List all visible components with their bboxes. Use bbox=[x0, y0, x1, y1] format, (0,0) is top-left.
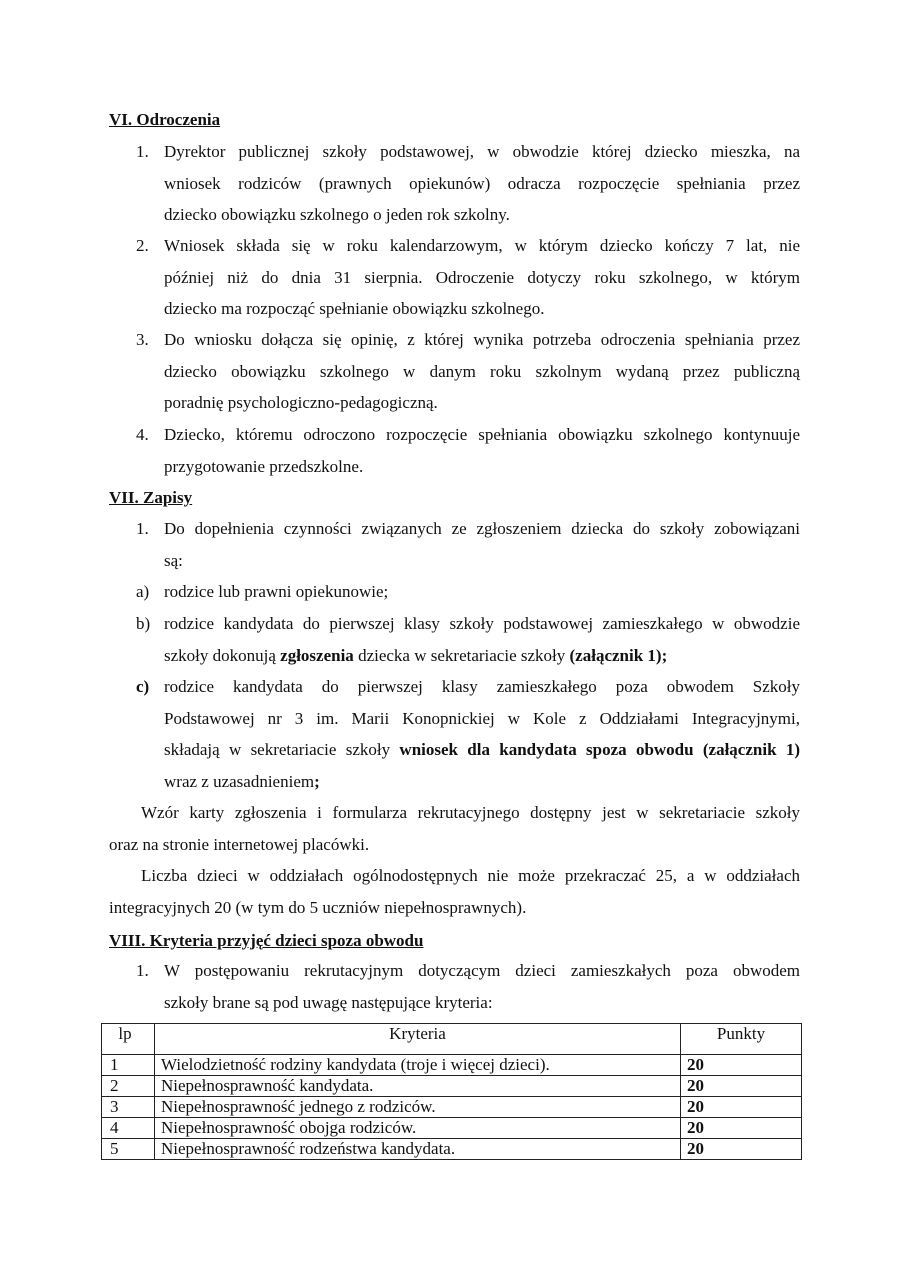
row-number: 5 bbox=[102, 1139, 155, 1160]
row-number: 2 bbox=[102, 1076, 155, 1097]
bold-text: zgłoszenia bbox=[280, 645, 354, 665]
column-header-punkty: Punkty bbox=[681, 1024, 802, 1055]
list-text-line: wraz z uzasadnieniem; bbox=[164, 771, 320, 791]
row-points: 20 bbox=[681, 1055, 802, 1076]
row-number: 4 bbox=[102, 1118, 155, 1139]
list-item bbox=[136, 230, 800, 325]
row-points: 20 bbox=[681, 1097, 802, 1118]
row-criterion: Wielodzietność rodziny kandydata (troje i więcej dzieci). bbox=[155, 1055, 681, 1076]
row-criterion: Niepełnosprawność rodzeństwa kandydata. bbox=[155, 1139, 681, 1160]
paragraph-line: Liczba dzieci w oddziałach ogólnodostępnych nie może przekraczać 25, a w oddziałach bbox=[141, 866, 800, 885]
list-text-line: dziecko obowiązku szkolnego o jeden rok szkolny. bbox=[164, 205, 510, 224]
list-item bbox=[136, 136, 800, 231]
row-points: 20 bbox=[681, 1118, 802, 1139]
list-text-line: poradnię psychologiczno-pedagogiczną. bbox=[164, 393, 438, 412]
row-criterion: Niepełnosprawność obojga rodziców. bbox=[155, 1118, 681, 1139]
list-number: 3. bbox=[136, 330, 149, 349]
paragraph-line: Wzór karty zgłoszenia i formularza rekrutacyjnego dostępny jest w sekretariacie szkoły bbox=[141, 803, 800, 822]
row-number: 1 bbox=[102, 1055, 155, 1076]
paragraph-line: oraz na stronie internetowej placówki. bbox=[109, 834, 370, 854]
list-item bbox=[136, 955, 800, 1019]
column-header-lp: lp bbox=[102, 1024, 155, 1055]
row-points: 20 bbox=[681, 1076, 802, 1097]
list-text-line: Dyrektor publicznej szkoły podstawowej, w obwodzie której dziecko mieszka, na bbox=[164, 142, 800, 161]
list-text-line: są: bbox=[164, 550, 183, 570]
bold-text: wniosek dla kandydata spoza obwodu (załącznik 1) bbox=[399, 740, 800, 759]
paragraph-line: integracyjnych 20 (w tym do 5 uczniów niepełnosprawnych). bbox=[109, 897, 527, 917]
table-row bbox=[102, 1118, 802, 1139]
list-text-line: szkoły dokonują zgłoszenia dziecka w sekretariacie szkoły (załącznik 1); bbox=[164, 645, 668, 665]
paragraph-liczba bbox=[109, 860, 800, 923]
section-heading-odroczenia: VI. Odroczenia bbox=[109, 110, 221, 129]
paragraph-wzor bbox=[109, 797, 800, 860]
table-row bbox=[102, 1097, 802, 1118]
row-criterion: Niepełnosprawność jednego z rodziców. bbox=[155, 1097, 681, 1118]
list-text-line: wniosek rodziców (prawnych opiekunów) odracza rozpoczęcie spełniania przez bbox=[164, 173, 800, 193]
list-text-line: składają w sekretariacie szkoły wniosek dla kandydata spoza obwodu (załącznik 1) bbox=[164, 740, 800, 759]
list-item bbox=[136, 608, 800, 672]
list-number: 1. bbox=[136, 142, 149, 161]
list-text-line: Do wniosku dołącza się opinię, z której wynika potrzeba odroczenia spełniania przez bbox=[164, 330, 800, 349]
bold-text: ; bbox=[314, 771, 320, 791]
row-criterion: Niepełnosprawność kandydata. bbox=[155, 1076, 681, 1097]
list-item bbox=[136, 576, 800, 608]
section-heading-zapisy: VII. Zapisy bbox=[109, 488, 193, 507]
list-item bbox=[136, 324, 800, 419]
bold-text: (załącznik 1); bbox=[569, 645, 668, 665]
section-heading-kryteria: VIII. Kryteria przyjęć dzieci spoza obwodu bbox=[109, 931, 424, 950]
column-header-kryteria: Kryteria bbox=[155, 1024, 681, 1055]
list-text-line: przygotowanie przedszkolne. bbox=[164, 456, 364, 476]
row-number: 3 bbox=[102, 1097, 155, 1118]
list-item bbox=[136, 671, 800, 798]
table-header-row bbox=[102, 1024, 802, 1055]
list-text-line: rodzice lub prawni opiekunowie; bbox=[164, 582, 389, 601]
list-text-line: Do dopełnienia czynności związanych ze zgłoszeniem dziecka do szkoły zobowiązani bbox=[164, 519, 800, 538]
list-item bbox=[136, 513, 800, 577]
list-letter: a) bbox=[136, 582, 150, 601]
list-number: 2. bbox=[136, 236, 149, 255]
list-text-line: później niż do dnia 31 sierpnia. Odroczenie dotyczy roku szkolnego, w którym bbox=[164, 267, 800, 287]
list-letter: b) bbox=[136, 614, 151, 633]
criteria-table bbox=[101, 1023, 802, 1160]
list-text-line: Wniosek składa się w roku kalendarzowym, w którym dziecko kończy 7 lat, nie bbox=[164, 236, 800, 255]
table-row bbox=[102, 1055, 802, 1076]
table-row bbox=[102, 1076, 802, 1097]
list-number: 1. bbox=[136, 519, 149, 538]
list-text-line: rodzice kandydata do pierwszej klasy zamieszkałego poza obwodem Szkoły bbox=[164, 677, 800, 696]
list-text-line: rodzice kandydata do pierwszej klasy szkoły podstawowej zamieszkałego w obwodzie bbox=[164, 614, 800, 633]
list-text-line: Dziecko, któremu odroczono rozpoczęcie spełniania obowiązku szkolnego kontynuuje bbox=[164, 425, 800, 444]
table-row bbox=[102, 1139, 802, 1160]
list-text-line: dziecko obowiązku szkolnego w danym roku szkolnym wydaną przez publiczną bbox=[164, 361, 800, 381]
list-letter: c) bbox=[136, 677, 150, 696]
list-text-line: dziecko ma rozpocząć spełnianie obowiązku szkolnego. bbox=[164, 299, 545, 318]
list-number: 4. bbox=[136, 425, 149, 444]
list-item bbox=[136, 419, 800, 483]
list-text-line: szkoły brane są pod uwagę następujące kryteria: bbox=[164, 992, 493, 1012]
row-points: 20 bbox=[681, 1139, 802, 1160]
list-text-line: Podstawowej nr 3 im. Marii Konopnickiej w Kole z Oddziałami Integracyjnymi, bbox=[164, 708, 800, 728]
list-text-line: W postępowaniu rekrutacyjnym dotyczącym dzieci zamieszkałych poza obwodem bbox=[164, 961, 800, 980]
list-number: 1. bbox=[136, 961, 149, 980]
